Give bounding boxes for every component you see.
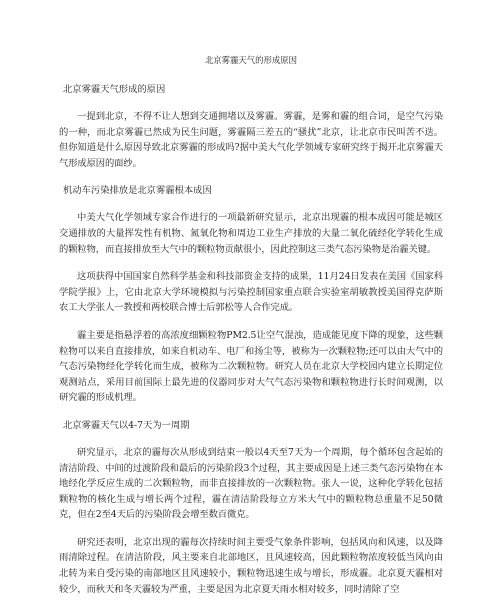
paragraph: 研究还表明，北京出现的霾每次持续时间主要受气象条件影响，包括风向和风速，以及降雨清除过程。在清洁阶段，风主要来自北部地区，且风速较高，因此颗粒物浓度较低当风向由北转为来自受污染的南部地区且风速较小，颗粒物迅速生成与增长，形成霾。北京夏天霾相对较少，而秋天和冬天霾较为严重，主要是因为北京夏天雨水相对较多，同时清除了空 xyxy=(59,536,443,595)
document-page xyxy=(59,55,443,609)
section-heading: 北京雾霾天气形成的原因 xyxy=(63,84,166,95)
paragraph: 这项获得中国国家自然科学基金和科技部资金支持的成果，11月24日发表在美国《国家科学院学报》上，它由北京大学环境模拟与污染控制国家重点联合实验室胡敏教授美国得克萨斯农工大学张人一教授和两校联合博士后郭松等人合作完成。 xyxy=(59,271,443,314)
paragraph: 霾主要是指悬浮着的高浓度细颗粒物PM2.5让空气混浊，造成能见度下降的现象，这些颗粒物可以来自直接排放，如来自机动车、电厂和扬尘等，被称为一次颗粒物;还可以由大气中的气态污染物经化学转化而生成，被称为二次颗粒物。研究人员在北京大学校园内建立长期定位观测站点，采用目前国际上最先进的仪器同步对大气气态污染物和颗粒物进行长时间观测，以研究霾的形成机理。 xyxy=(59,329,443,404)
paragraph: 一提到北京，不得不让人想到交通拥堵以及雾霾。雾霾，是雾和霾的组合词，是空气污染的一种，而北京雾霾已然成为民生问题，雾霾隔三差五的“骚扰”北京，让北京市民叫苦不迭。但你知道是什么原因导致北京雾霾的形成吗?据中美大气化学领域专家研究终于揭开北京雾霾天气形成原因的面纱。 xyxy=(59,111,443,169)
section-heading: 北京雾霾天气以4-7天为一周期 xyxy=(63,419,190,431)
section-heading: 机动车污染排放是北京雾霾根本成因 xyxy=(63,185,212,197)
document-title: 北京雾霾天气的形成原因 xyxy=(204,55,298,65)
paragraph: 中美大气化学领域专家合作进行的一项最新研究显示，北京出现霾的根本成因可能是城区交通排放的大量挥发性有机物、氮氧化物和周边工业生产排放的大量二氧化硫经化学转化生成的颗粒物，而直接排放至大气中的颗粒物贡献很小，因此控制这三类气态污染物是治霾关键。 xyxy=(59,212,443,255)
paragraph: 研究显示，北京的霾每次从形成到结束一般以4天至7天为一个周期，每个循环包含起始的清洁阶段、中间的过渡阶段和最后的污染阶段3个过程，其主要成因是上述三类气态污染物在本地经化学反应生成的二次颗粒物，而非直接排放的一次颗粒物。张人一说，这种化学转化包括颗粒物的核化生成与增长两个过程，霾在清洁阶段每立方米大气中的颗粒物总重量不足50微克，但在2至4天后的污染阶段会增至数百微克。 xyxy=(59,446,443,521)
